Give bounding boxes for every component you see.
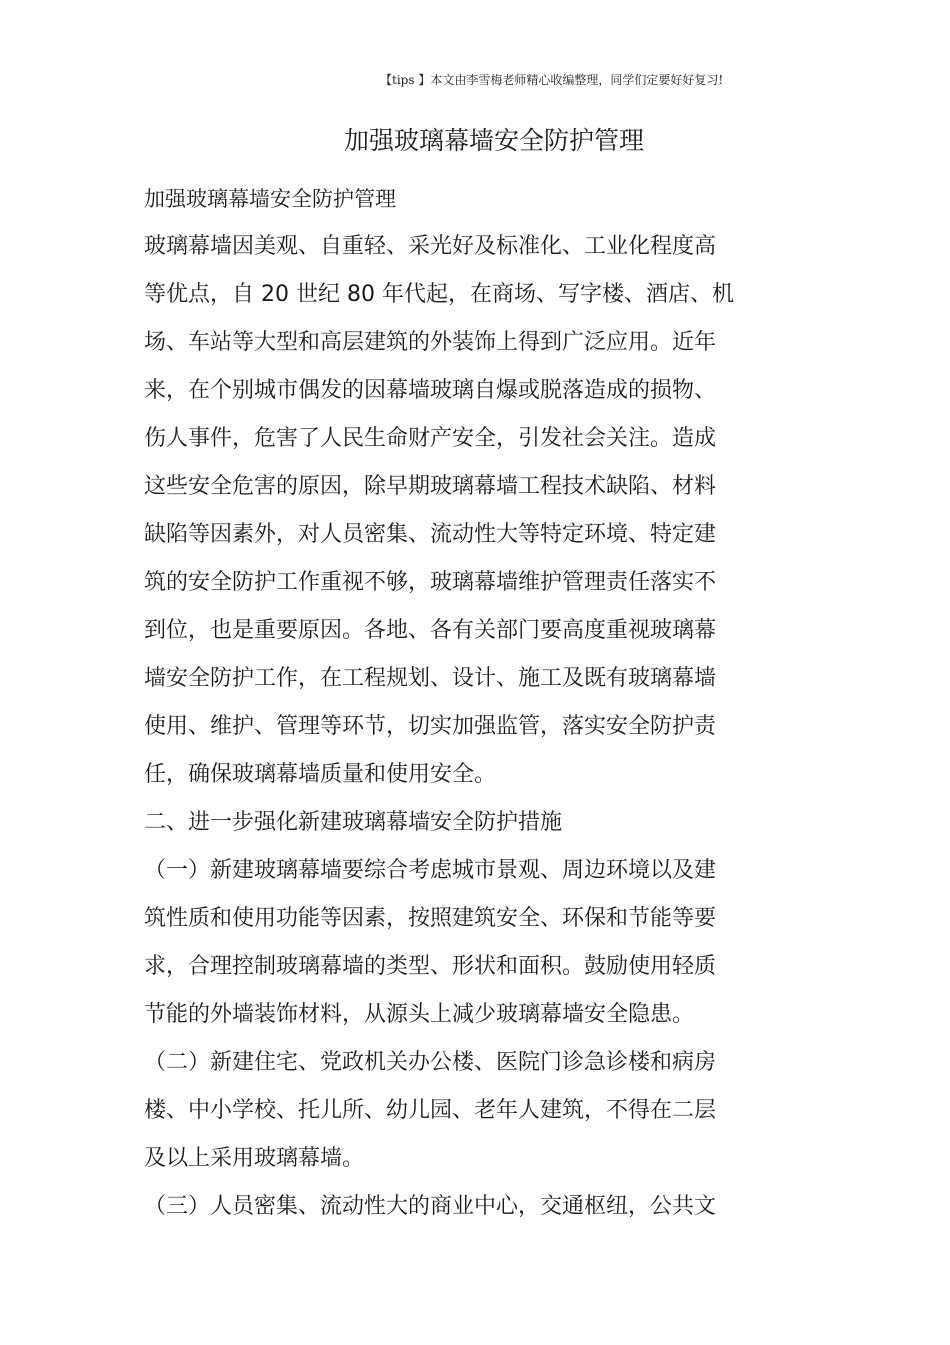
body-line: 墙安全防护工作，在工程规划、设计、施工及既有玻璃幕墙 (144, 666, 717, 691)
body-line: 这些安全危害的原因，除早期玻璃幕墙工程技术缺陷、材料 (144, 474, 717, 499)
body-line: 节能的外墙装饰材料，从源头上减少玻璃幕墙安全隐患。 (144, 1002, 695, 1027)
body-line: 使用、维护、管理等环节，切实加强监管，落实安全防护责 (144, 714, 717, 739)
body-line: （一）新建玻璃幕墙要综合考虑城市景观、周边环境以及建 (144, 858, 717, 883)
body-line: （三）人员密集、流动性大的商业中心，交通枢纽，公共文 (144, 1194, 717, 1219)
document-body (144, 175, 764, 1231)
body-line: 筑性质和使用功能等因素，按照建筑安全、环保和节能等要 (144, 906, 717, 931)
body-line: 筑的安全防护工作重视不够，玻璃幕墙维护管理责任落实不 (144, 570, 717, 595)
body-line: 求，合理控制玻璃幕墙的类型、形状和面积。鼓励使用轻质 (144, 954, 717, 979)
body-line: 来，在个别城市偶发的因幕墙玻璃自爆或脱落造成的损物、 (144, 378, 717, 403)
body-line: 到位，也是重要原因。各地、各有关部门要高度重视玻璃幕 (144, 618, 717, 643)
body-line: 楼、中小学校、托儿所、幼儿园、老年人建筑，不得在二层 (144, 1098, 717, 1123)
document-title: 加强玻璃幕墙安全防护管理 (343, 126, 644, 155)
body-line: 等优点，自 20 世纪 80 年代起，在商场、写字楼、酒店、机 (144, 282, 734, 307)
body-line: 伤人事件，危害了人民生命财产安全，引发社会关注。造成 (144, 426, 717, 451)
body-line: 缺陷等因素外，对人员密集、流动性大等特定环境、特定建 (144, 522, 717, 547)
subtitle-line: 加强玻璃幕墙安全防护管理 (144, 187, 396, 211)
body-line: （二）新建住宅、党政机关办公楼、医院门诊急诊楼和病房 (144, 1050, 717, 1075)
body-line: 场、车站等大型和高层建筑的外装饰上得到广泛应用。近年 (144, 330, 717, 355)
section-heading: 二、进一步强化新建玻璃幕墙安全防护措施 (144, 810, 563, 835)
body-line: 及以上采用玻璃幕墙。 (144, 1146, 365, 1171)
body-line: 玻璃幕墙因美观、自重轻、采光好及标准化、工业化程度高 (144, 234, 717, 259)
body-line: 任，确保玻璃幕墙质量和使用安全。 (144, 762, 497, 787)
header-tips: 【tips 】本文由李雪梅老师精心收编整理，同学们定要好好复习! (380, 73, 724, 87)
